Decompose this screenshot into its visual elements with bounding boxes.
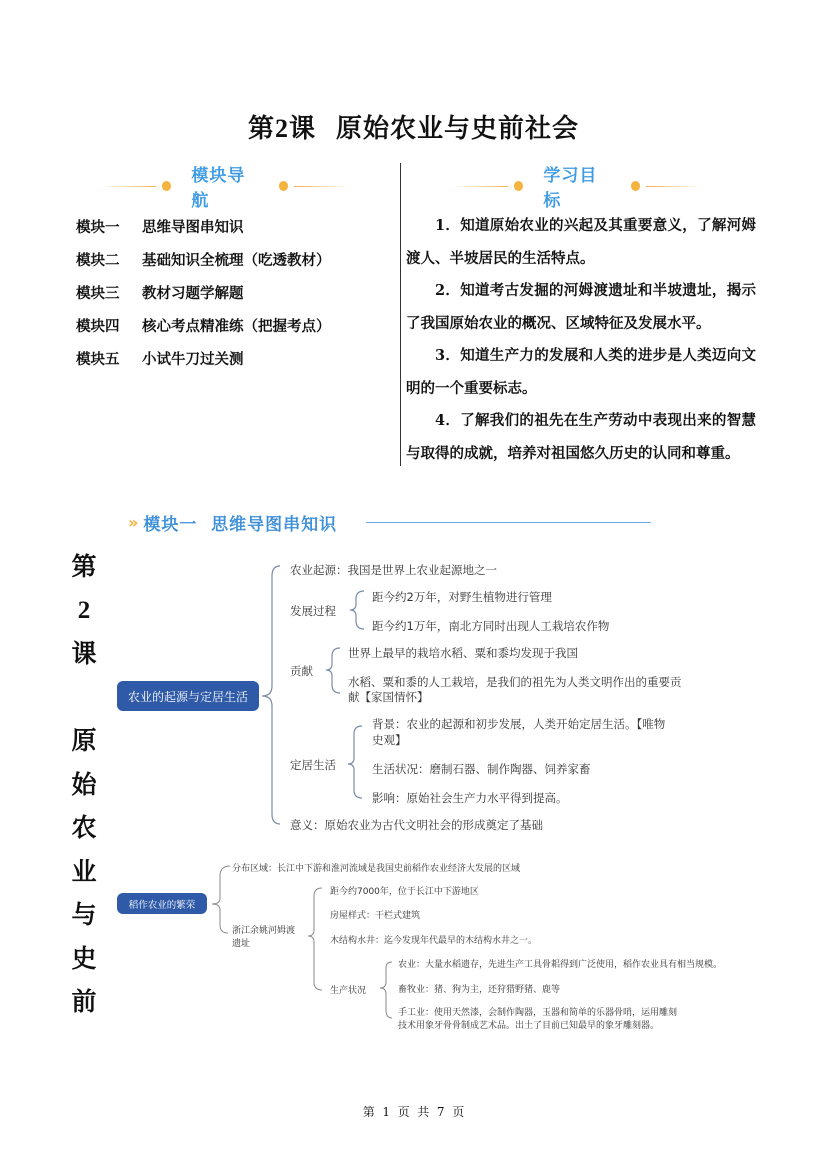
goal-item: 1．知道原始农业的兴起及其重要意义，了解河姆渡人、半坡居民的生活特点。 — [406, 217, 756, 267]
double-chevron-icon: » — [128, 512, 139, 532]
mindmap-leaf: 距今约7000年，位于长江中下游地区 — [330, 887, 479, 897]
mindmap-node-label: 贡献 — [290, 664, 313, 678]
mindmap-node: 分布区域：长江中下游和淮河流域是我国史前稻作农业经济大发展的区域 — [232, 864, 521, 874]
mindmap-node-label: 发展过程 — [290, 604, 336, 618]
mindmap-leaf: 献【家国情怀】 — [348, 690, 429, 704]
nav-item[interactable]: 模块二 基础知识全梳理（吃透教材） — [76, 252, 331, 269]
mindmap-leaf: 影响：原始社会生产力水平得到提高。 — [372, 791, 568, 805]
mindmap-leaf: 世界上最早的栽培水稻、粟和黍均发现于我国 — [348, 646, 578, 660]
mindmap-node: 意义：原始农业为古代文明社会的形成奠定了基础 — [290, 818, 543, 832]
mindmap-node: 农业起源：我国是世界上农业起源地之一 — [290, 563, 497, 577]
mindmap-leaf: 畜牧业：猪、狗为主，还狩猎野猪、鹿等 — [398, 985, 561, 995]
mindmap-root-agriculture: 农业的起源与定居生活 — [117, 681, 259, 711]
mindmap-leaf: 手工业：使用天然漆，会制作陶器，玉器和简单的乐器骨哨，运用雕刻 — [398, 1008, 678, 1018]
nav-item[interactable]: 模块三 教材习题学解题 — [76, 285, 244, 302]
nav-item[interactable]: 模块五 小试牛刀过关测 — [76, 351, 244, 368]
goal-item: 2．知道考古发掘的河姆渡遗址和半坡遗址，揭示了我国原始农业的概况、区域特征及发展水平。 — [406, 282, 756, 332]
mindmap-node-label: 定居生活 — [290, 758, 336, 772]
nav-item[interactable]: 模块一 思维导图串知识 — [76, 219, 244, 236]
nav-item[interactable]: 模块四 核心考点精准练（把握考点） — [76, 318, 331, 335]
mindmap-leaf: 木结构水井：迄今发现年代最早的木结构水井之一。 — [330, 936, 538, 946]
goals-heading: 学习目标 — [543, 166, 598, 211]
nav-heading: 模块导航 — [191, 166, 246, 211]
page-number: 第 1 页 共 7 页 — [362, 1105, 465, 1119]
vertical-lesson-title: 第 2 课 原 始 农 业 与 史 前 — [71, 552, 97, 1016]
mindmap-leaf: 距今约2万年，对野生植物进行管理 — [372, 590, 552, 604]
mindmap-leaf: 背景：农业的起源和初步发展，人类开始定居生活。【唯物 — [372, 717, 666, 731]
mindmap-leaf: 农业：大量水稻遗存，先进生产工具骨耜得到广泛使用，稻作农业具有相当规模。 — [398, 960, 723, 970]
mindmap-leaf: 生活状况：磨制石器、制作陶器、饲养家畜 — [372, 762, 591, 776]
mindmap-node-label: 生产状况 — [330, 986, 367, 996]
goal-item: 4．了解我们的祖先在生产劳动中表现出来的智慧与取得的成就，培养对祖国悠久历史的认同和尊重。 — [406, 412, 756, 462]
mindmap-root-rice-farming: 稻作农业的繁荣 — [117, 893, 207, 914]
mindmap-leaf: 房屋样式：干栏式建筑 — [330, 911, 421, 921]
mindmap-leaf: 水稻、粟和黍的人工栽培，是我们的祖先为人类文明作出的重要贡 — [348, 675, 682, 689]
mindmap-leaf: 史观】 — [372, 733, 407, 747]
page-title: 第2课 原始农业与史前社会 — [247, 114, 580, 144]
mindmap-node-label: 浙江余姚河姆渡 遗址 — [232, 926, 296, 949]
mindmap-leaf: 距今约1万年，南北方同时出现人工栽培农作物 — [372, 619, 610, 633]
goal-item: 3．知道生产力的发展和人类的进步是人类迈向文明的一个重要标志。 — [406, 347, 756, 397]
module-one-title: 模块一 思维导图串知识 — [143, 514, 338, 535]
mindmap-leaf: 技术用象牙骨骨制成艺术品。出土了目前已知最早的象牙雕刻器。 — [398, 1021, 660, 1031]
